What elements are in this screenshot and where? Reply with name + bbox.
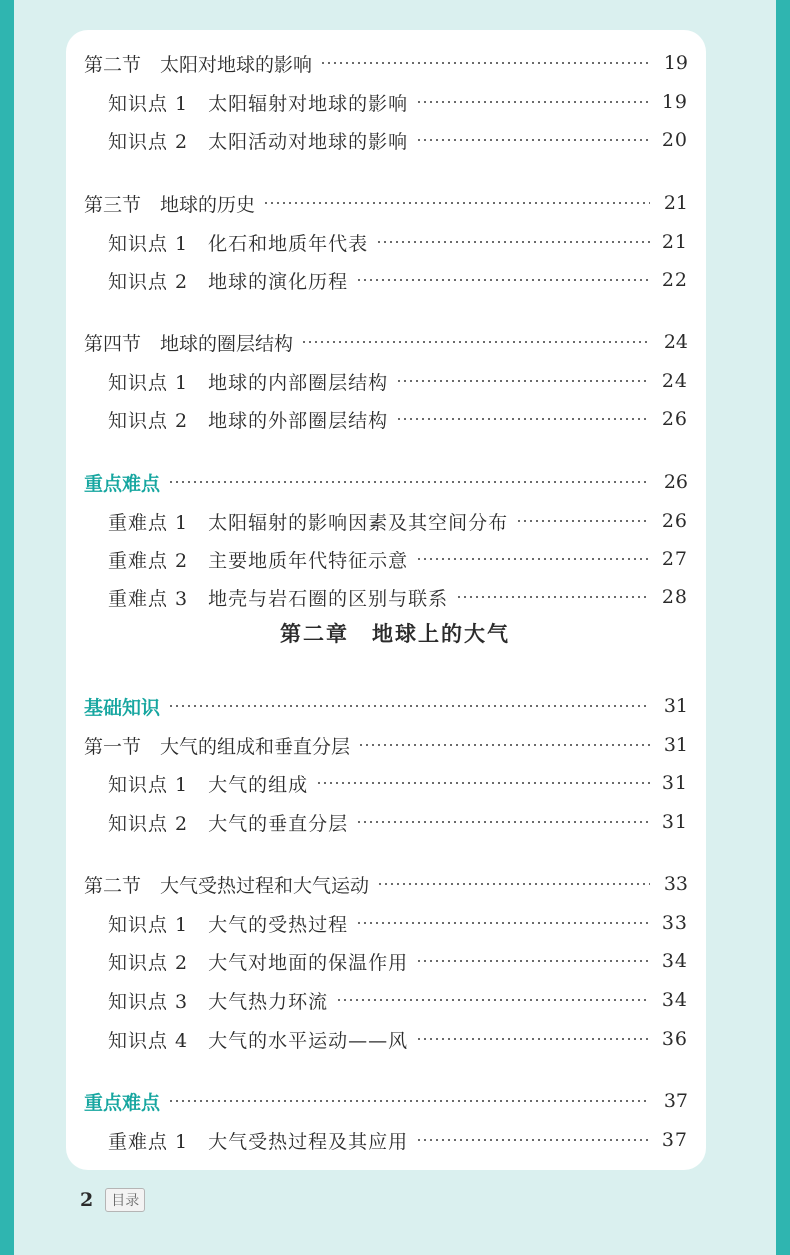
toc-entry[interactable] [84, 1086, 688, 1116]
dot-leader [416, 960, 650, 962]
toc-entry-title: 知识点 1 大气的组成 [108, 773, 309, 796]
dot-leader [263, 202, 650, 204]
toc-entry[interactable] [84, 48, 688, 78]
contents-tag: 目录 [105, 1188, 145, 1212]
toc-entry-page: 37 [661, 1129, 688, 1151]
toc-entry-page: 33 [663, 873, 688, 895]
toc-entry[interactable] [108, 946, 688, 976]
toc-entry[interactable] [84, 327, 688, 357]
toc-entry-page: 27 [661, 548, 688, 570]
toc-card [66, 30, 706, 1170]
toc-entry-title: 知识点 1 地球的内部圈层结构 [108, 371, 389, 394]
toc-entry-page: 31 [661, 772, 688, 794]
toc-entry-page: 21 [661, 231, 688, 253]
toc-entry-page: 28 [661, 586, 688, 608]
toc-entry[interactable] [108, 582, 688, 612]
dot-leader [416, 101, 650, 103]
toc-entry-title: 第一节 大气的组成和垂直分层 [84, 735, 351, 758]
dot-leader [416, 558, 650, 560]
toc-entry-page: 33 [661, 912, 688, 934]
toc-entry-title: 知识点 2 大气对地面的保温作用 [108, 951, 409, 974]
toc-entry-page: 37 [663, 1090, 688, 1112]
dot-leader [396, 380, 650, 382]
toc-entry-page: 19 [663, 52, 688, 74]
toc-entry[interactable] [108, 87, 688, 117]
toc-entry-title: 知识点 2 地球的外部圈层结构 [108, 409, 389, 432]
toc-entry[interactable] [108, 227, 688, 257]
dot-leader [356, 279, 650, 281]
toc-entry-title: 重难点 1 大气受热过程及其应用 [108, 1130, 409, 1153]
toc-entry[interactable] [108, 544, 688, 574]
toc-entry[interactable] [84, 188, 688, 218]
toc-entry-page: 26 [661, 408, 688, 430]
dot-leader [168, 1100, 650, 1102]
toc-entry-title: 知识点 4 大气的水平运动——风 [108, 1029, 409, 1052]
dot-leader [336, 999, 650, 1001]
toc-entry-title: 知识点 2 大气的垂直分层 [108, 812, 349, 835]
toc-entry[interactable] [84, 730, 688, 760]
toc-entry[interactable] [84, 467, 688, 497]
toc-entry-page: 26 [661, 510, 688, 532]
toc-entry-title: 第二节 大气受热过程和大气运动 [84, 874, 370, 897]
toc-entry[interactable] [108, 768, 688, 798]
toc-entry-title: 第四节 地球的圈层结构 [84, 332, 294, 355]
toc-entry-title: 第三节 地球的历史 [84, 193, 256, 216]
toc-entry-title: 重难点 1 太阳辐射的影响因素及其空间分布 [108, 511, 509, 534]
toc-entry-title: 知识点 1 化石和地质年代表 [108, 232, 369, 255]
toc-entry-page: 21 [663, 192, 688, 214]
dot-leader [168, 705, 650, 707]
toc-entry[interactable] [108, 1125, 688, 1155]
dot-leader [376, 241, 650, 243]
toc-entry-title: 重难点 3 地壳与岩石圈的区别与联系 [108, 587, 449, 610]
dot-leader [356, 821, 650, 823]
dot-leader [416, 1139, 650, 1141]
toc-entry[interactable] [108, 985, 688, 1015]
dot-leader [396, 418, 650, 420]
toc-entry-page: 34 [661, 950, 688, 972]
toc-entry[interactable] [84, 691, 688, 721]
toc-entry-title: 知识点 2 地球的演化历程 [108, 270, 349, 293]
toc-entry[interactable] [84, 869, 688, 899]
toc-entry-page: 26 [663, 471, 688, 493]
toc-entry-title: 知识点 3 大气热力环流 [108, 990, 329, 1013]
dot-leader [416, 1038, 650, 1040]
toc-entry-page: 24 [663, 331, 688, 353]
chapter-heading: 第二章 地球上的大气 [280, 621, 510, 646]
toc-entry[interactable] [108, 265, 688, 295]
toc-entry-page: 31 [661, 811, 688, 833]
page-footer [80, 1188, 145, 1212]
toc-entry-page: 31 [663, 734, 688, 756]
page-number: 2 [80, 1189, 94, 1211]
toc-entry[interactable] [108, 908, 688, 938]
toc-entry-page: 34 [661, 989, 688, 1011]
toc-entry-page: 19 [661, 91, 688, 113]
toc-entry[interactable] [108, 1024, 688, 1054]
toc-entry-page: 24 [661, 370, 688, 392]
dot-leader [320, 62, 650, 64]
toc-entry-title: 重点难点 [84, 1091, 161, 1114]
toc-entry-title: 基础知识 [84, 696, 161, 719]
toc-entry[interactable] [108, 366, 688, 396]
toc-entry-title: 重难点 2 主要地质年代特征示意 [108, 549, 409, 572]
toc-entry-page: 31 [663, 695, 688, 717]
toc-entry-page: 36 [661, 1028, 688, 1050]
toc-entry[interactable] [108, 125, 688, 155]
dot-leader [416, 139, 650, 141]
dot-leader [316, 782, 650, 784]
toc-entry[interactable] [108, 404, 688, 434]
toc-entry-title: 重点难点 [84, 472, 161, 495]
dot-leader [301, 341, 650, 343]
dot-leader [456, 596, 650, 598]
toc-entry-page: 20 [661, 129, 688, 151]
toc-entry-title: 知识点 2 太阳活动对地球的影响 [108, 130, 409, 153]
dot-leader [516, 520, 650, 522]
toc-entry-title: 第二节 太阳对地球的影响 [84, 53, 313, 76]
dot-leader [168, 481, 650, 483]
dot-leader [377, 883, 650, 885]
dot-leader [356, 922, 650, 924]
toc-entry-title: 知识点 1 太阳辐射对地球的影响 [108, 92, 409, 115]
toc-entry-page: 22 [661, 269, 688, 291]
toc-entry[interactable] [108, 506, 688, 536]
toc-entry[interactable] [108, 807, 688, 837]
toc-entry-title: 知识点 1 大气的受热过程 [108, 913, 349, 936]
dot-leader [358, 744, 650, 746]
